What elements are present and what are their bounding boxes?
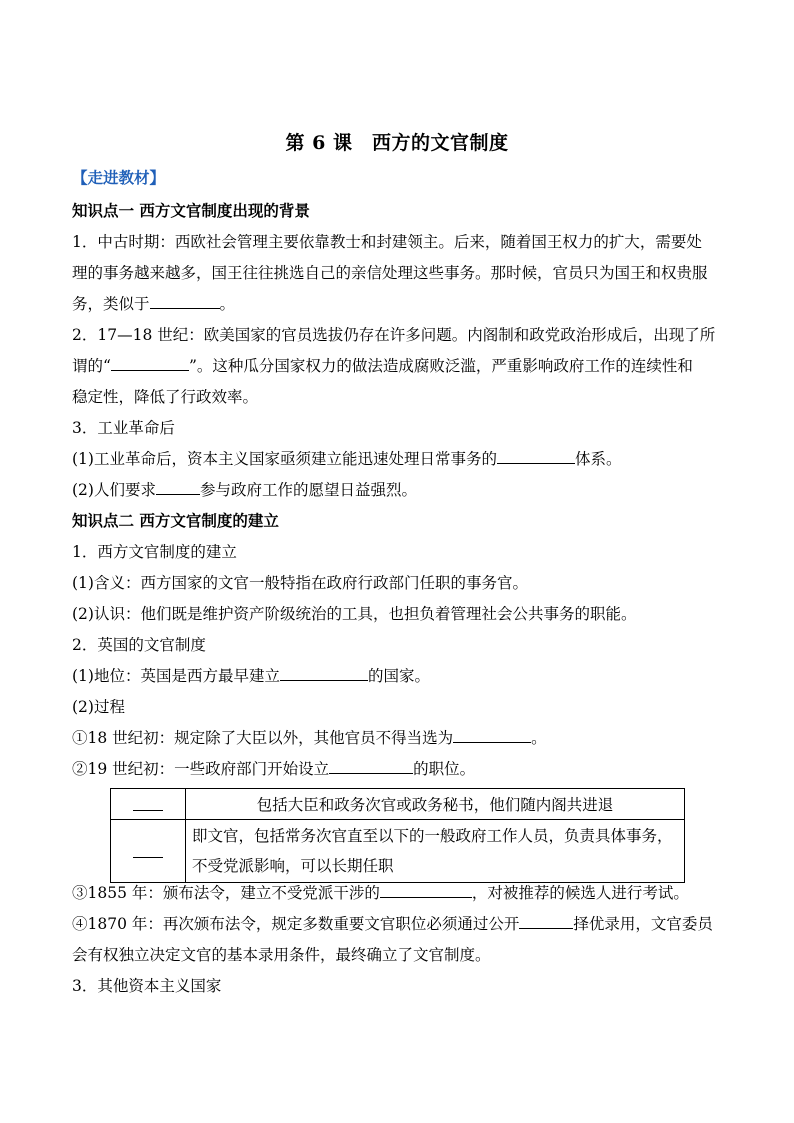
subheading: 2．英国的文官制度 [72, 636, 206, 654]
paragraph-text: 。 [219, 295, 236, 313]
paragraph-line [72, 449, 621, 469]
table-cell-text: 不受党派影响，可以长期任职 [192, 857, 394, 875]
paragraph-text: (1)含义：西方国家的文官一般特指在政府行政部门任职的事务官。 [72, 574, 528, 592]
paragraph-text: ②19 世纪初：一些政府部门开始设立 [72, 760, 330, 778]
section-header: 【走进教材】 [72, 168, 166, 187]
paragraph-text: 的国家。 [367, 667, 430, 685]
official-types-table [110, 788, 685, 883]
paragraph-text: 谓的“ [72, 357, 111, 375]
table-cell-blank[interactable] [111, 820, 186, 883]
paragraph-text: 2．17—18 世纪：欧美国家的官员选拔仍存在许多问题。内阁制和政党政治形成后，出现了所 [72, 326, 716, 344]
paragraph-line [72, 883, 689, 903]
subheading: 1．西方文官制度的建立 [72, 543, 237, 561]
paragraph-line [72, 480, 417, 500]
paragraph-text: (1)工业革命后，资本主义国家亟须建立能迅速处理日常事务的 [72, 450, 497, 468]
fill-blank[interactable] [133, 847, 163, 858]
table-cell: 包括大臣和政务次官或政务秘书，他们随内阁共进退 [186, 789, 685, 820]
fill-blank[interactable] [329, 759, 413, 774]
subheading: 3．工业革命后 [72, 419, 175, 437]
table-cell [186, 820, 685, 883]
paragraph-text: ，对被推荐的候选人进行考试。 [471, 884, 689, 902]
paragraph-text: 。 [531, 729, 547, 747]
table-row [111, 820, 685, 883]
fill-blank[interactable] [380, 883, 472, 898]
paragraph-text: ”。这种瓜分国家权力的做法造成腐败泛滥，严重影响政府工作的连续性和 [188, 357, 693, 375]
paragraph-line [72, 728, 547, 748]
fill-blank[interactable] [133, 800, 163, 811]
paragraph-text: (2)认识：他们既是维护资产阶级统治的工具，也担负着管理社会公共事务的职能。 [72, 605, 637, 623]
paragraph-text: ①18 世纪初：规定除了大臣以外，其他官员不得当选为 [72, 729, 454, 747]
fill-blank[interactable] [150, 294, 220, 309]
paragraph-text: 会有权独立决定文官的基本录用条件，最终确立了文官制度。 [72, 946, 491, 964]
fill-blank[interactable] [497, 449, 575, 464]
paragraph-text: (1)地位：英国是西方最早建立 [72, 667, 280, 685]
fill-blank[interactable] [111, 356, 189, 371]
paragraph-text: 1．中古时期：西欧社会管理主要依靠教士和封建领主。后来，随着国王权力的扩大，需要处 [72, 233, 702, 251]
page-title: 第 6 课 西方的文官制度 [285, 132, 509, 154]
paragraph-text: (2)过程 [72, 698, 125, 716]
paragraph-text: 择优录用，文官委员 [573, 915, 713, 933]
fill-blank[interactable] [280, 666, 368, 681]
paragraph-text: 务，类似于 [72, 295, 150, 313]
table-cell-blank[interactable] [111, 789, 186, 820]
paragraph-text: 体系。 [574, 450, 622, 468]
paragraph-text: ④1870 年：再次颁布法令，规定多数重要文官职位必须通过公开 [72, 915, 520, 933]
paragraph-line [72, 356, 693, 376]
paragraph-text: 参与政府工作的愿望日益强烈。 [199, 481, 417, 499]
fill-blank[interactable] [453, 728, 531, 743]
paragraph-line [72, 914, 713, 934]
paragraph-text: 稳定性，降低了行政效率。 [72, 388, 259, 406]
knowledge-point-1-heading: 知识点一 西方文官制度出现的背景 [72, 201, 310, 220]
paragraph-line [72, 666, 430, 686]
table-cell-text: 即文官，包括常务次官直至以下的一般政府工作人员，负责具体事务， [192, 827, 673, 845]
fill-blank[interactable] [519, 914, 573, 929]
table-row [111, 789, 685, 820]
paragraph-line [72, 294, 235, 314]
paragraph-text: ③1855 年：颁布法令，建立不受党派干涉的 [72, 884, 380, 902]
paragraph-text: 理的事务越来越多，国王往往挑选自己的亲信处理这些事务。那时候，官员只为国王和权贵服 [72, 264, 708, 282]
paragraph-text: 的职位。 [413, 760, 476, 778]
fill-blank[interactable] [156, 480, 200, 495]
paragraph-line [72, 759, 475, 779]
paragraph-text: (2)人们要求 [72, 481, 156, 499]
knowledge-point-2-heading: 知识点二 西方文官制度的建立 [72, 511, 279, 530]
subheading: 3．其他资本主义国家 [72, 977, 222, 995]
